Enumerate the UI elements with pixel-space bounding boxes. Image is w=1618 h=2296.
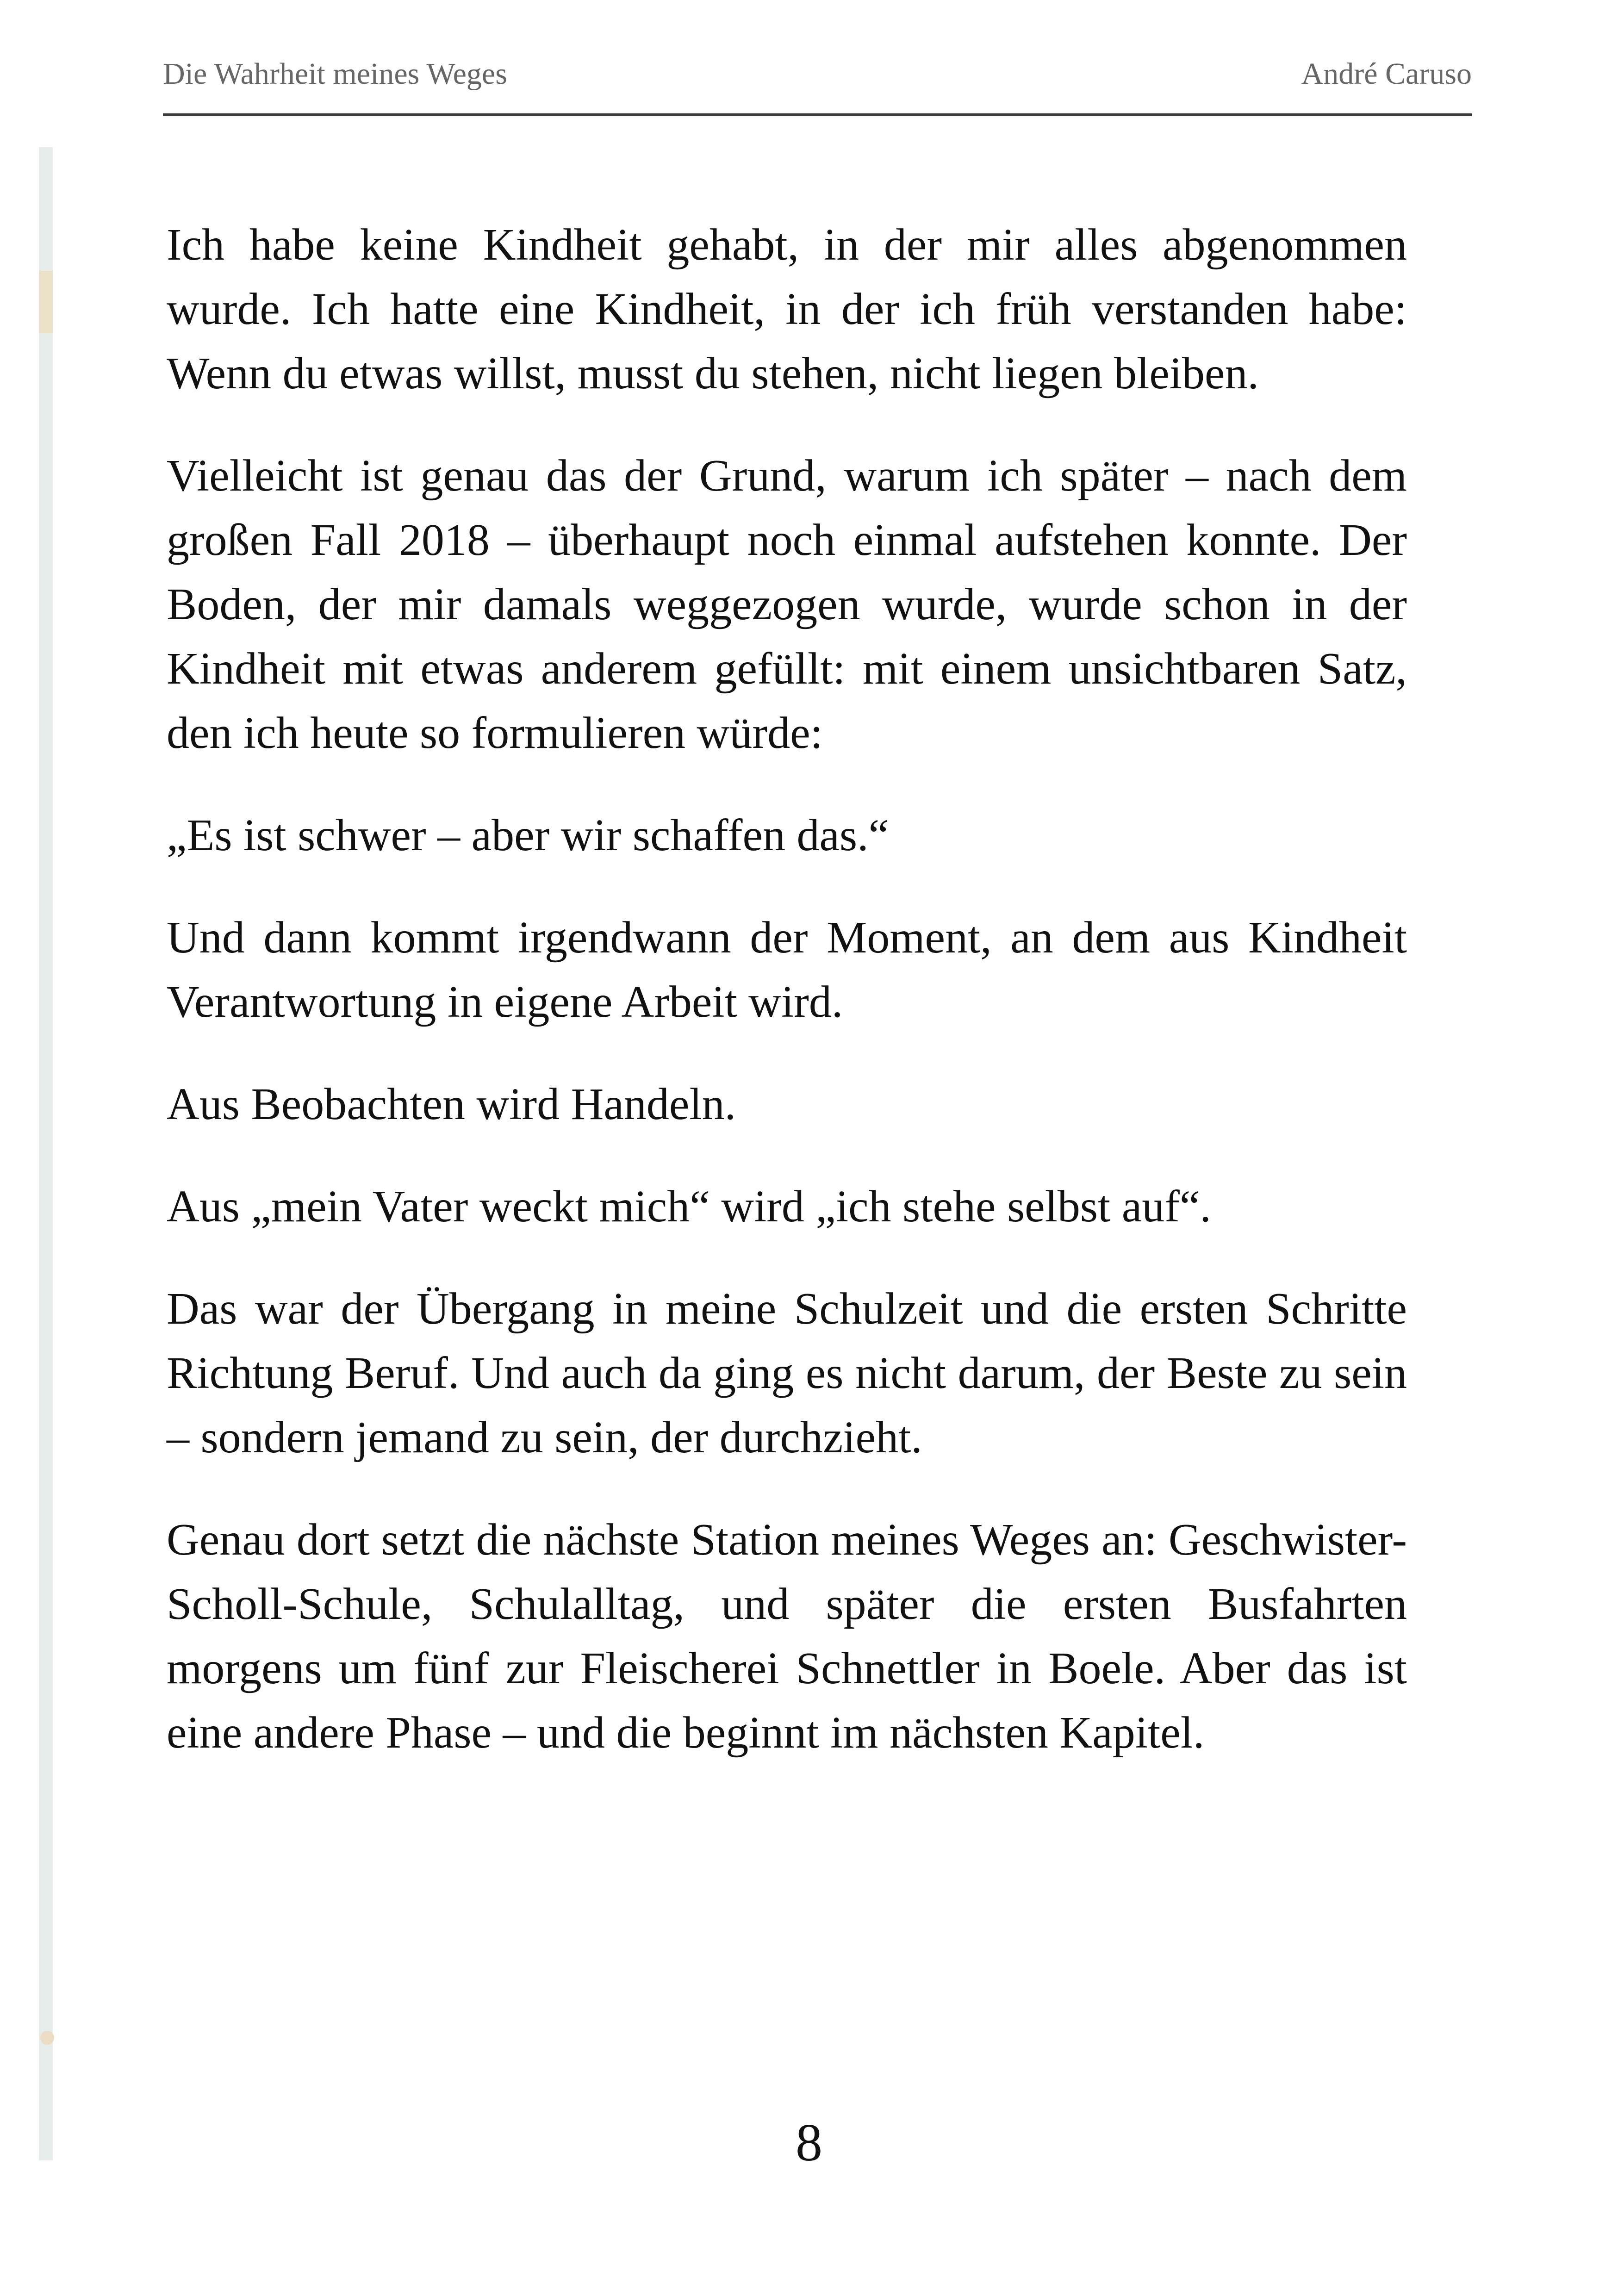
body-text [167, 213, 1407, 1803]
paragraph: Genau dort setzt die nächste Station meines Weges an: Geschwister-Scholl-Schule, Schulalltag, und später die ersten Busfahrten morgens um fünf zur Fleischerei Schnettler in Boele. Aber das ist eine andere Phase – und die beginnt im nächsten Kapitel. [167, 1515, 1407, 1758]
margin-dot [40, 2031, 54, 2045]
paragraph: Vielleicht ist genau das der Grund, warum ich später – nach dem großen Fall 2018 – überhaupt noch einmal aufstehen konnte. Der Boden, der mir damals weggezogen wurde, wurde schon in der Kindheit mit etwas anderem gefüllt: mit einem unsichtbaren Satz, den ich heute so formulieren würde: [167, 451, 1407, 758]
paragraph-quote: „Es ist schwer – aber wir schaffen das.“ [167, 810, 889, 860]
page-number: 8 [796, 2113, 822, 2172]
paragraph: Aus Beobachten wird Handeln. [167, 1079, 736, 1129]
paragraph: Das war der Übergang in meine Schulzeit und die ersten Schritte Richtung Beruf. Und auch da ging es nicht darum, der Beste zu sein – sondern jemand zu sein, der durchzieht. [167, 1284, 1407, 1462]
margin-strip [39, 147, 53, 2160]
paragraph: Ich habe keine Kindheit gehabt, in der mir alles abgenommen wurde. Ich hatte eine Kindheit, in der ich früh verstanden habe: Wenn du etwas willst, musst du stehen, nicht liegen bleiben. [167, 220, 1407, 398]
margin-accent [39, 271, 53, 333]
header-book-title: Die Wahrheit meines Weges [163, 57, 507, 91]
running-header [163, 51, 1472, 106]
paragraph: Und dann kommt irgendwann der Moment, an dem aus Kindheit Verantwortung in eigene Arbeit wird. [167, 913, 1407, 1027]
header-author: André Caruso [1301, 57, 1472, 91]
header-rule [163, 113, 1472, 116]
paragraph: Aus „mein Vater weckt mich“ wird „ich stehe selbst auf“. [167, 1182, 1211, 1232]
